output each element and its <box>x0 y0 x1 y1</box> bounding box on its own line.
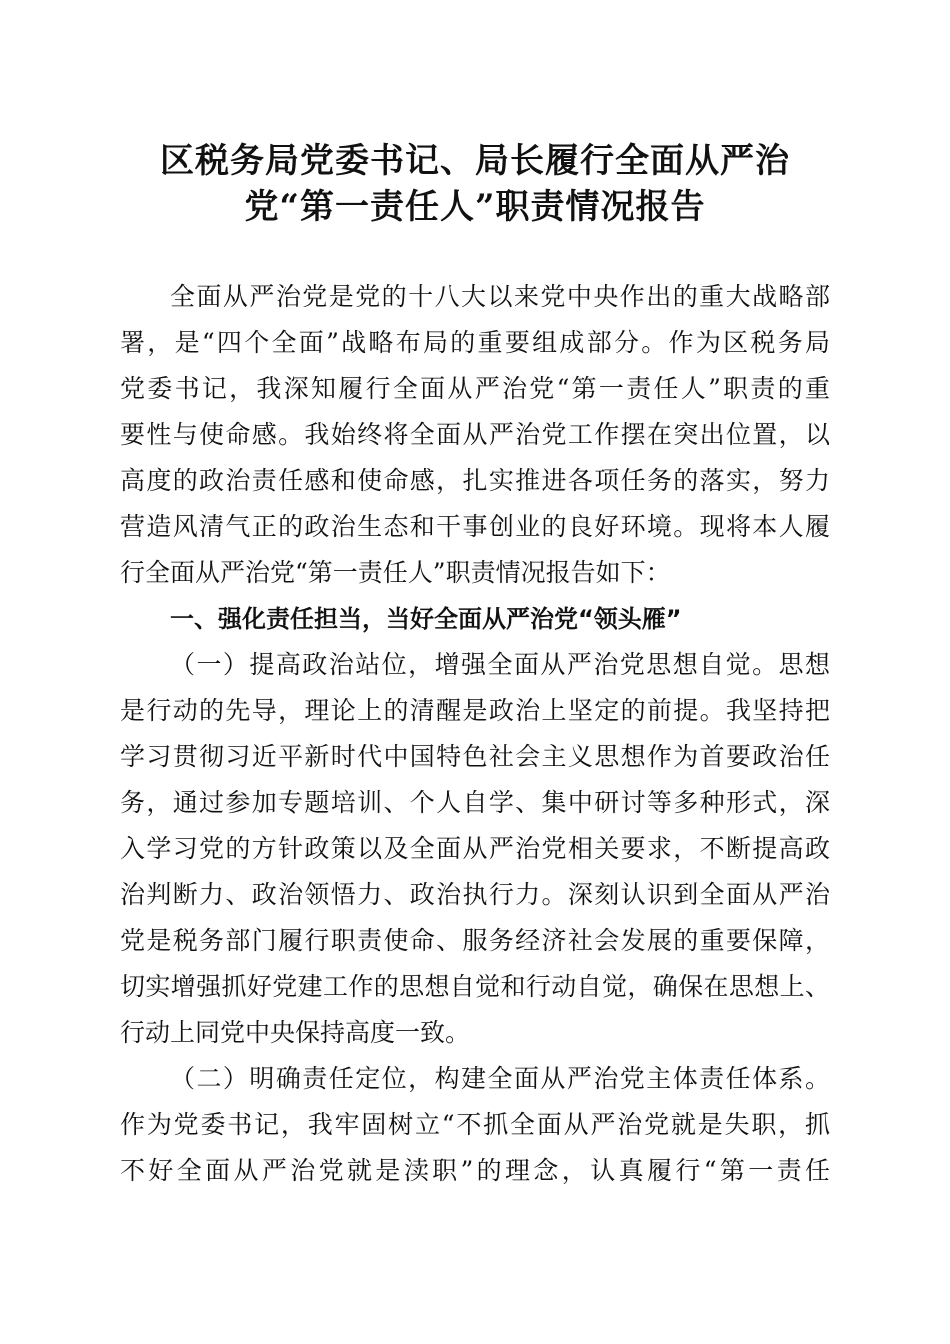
paragraph-line: 作为党委书记，我牢固树立“不抓全面从严治党就是失职，抓 <box>120 1110 830 1139</box>
paragraph-line: 署，是“四个全面”战略布局的重要组成部分。作为区税务局 <box>120 328 830 357</box>
paragraph-line: 切实增强抓好党建工作的思想自觉和行动自觉，确保在思想上、 <box>120 972 830 1001</box>
section-heading: 一、强化责任担当，当好全面从严治党“领头雁” <box>170 605 682 633</box>
document-title-line-1: 区税务局党委书记、局长履行全面从严治 <box>160 141 790 181</box>
paragraph-line: 营造风清气正的政治生态和干事创业的良好环境。现将本人履 <box>120 512 830 541</box>
document-title-line-2: 党“第一责任人”职责情况报告 <box>244 187 706 227</box>
paragraph-line: 全面从严治党是党的十八大以来党中央作出的重大战略部 <box>170 282 830 311</box>
paragraph-line: 不好全面从严治党就是渎职”的理念，认真履行“第一责任 <box>120 1156 830 1185</box>
paragraph-line: 是行动的先导，理论上的清醒是政治上坚定的前提。我坚持把 <box>120 696 830 725</box>
paragraph-line: （二）明确责任定位，构建全面从严治党主体责任体系。 <box>170 1064 830 1093</box>
paragraph-line: 行全面从严治党“第一责任人”职责情况报告如下： <box>120 558 671 587</box>
paragraph-line: 入学习党的方针政策以及全面从严治党相关要求，不断提高政 <box>120 834 830 863</box>
paragraph-line: 行动上同党中央保持高度一致。 <box>120 1018 471 1047</box>
paragraph-line: 学习贯彻习近平新时代中国特色社会主义思想作为首要政治任 <box>120 742 830 771</box>
paragraph-line: 高度的政治责任感和使命感，扎实推进各项任务的落实，努力 <box>120 466 830 495</box>
paragraph-line: 党委书记，我深知履行全面从严治党“第一责任人”职责的重 <box>120 374 830 403</box>
paragraph-line: 要性与使命感。我始终将全面从严治党工作摆在突出位置，以 <box>120 420 830 449</box>
paragraph-line: （一）提高政治站位，增强全面从严治党思想自觉。思想 <box>170 650 830 679</box>
paragraph-line: 党是税务部门履行职责使命、服务经济社会发展的重要保障， <box>120 926 830 955</box>
paragraph-line: 治判断力、政治领悟力、政治执行力。深刻认识到全面从严治 <box>120 880 830 909</box>
paragraph-line: 务，通过参加专题培训、个人自学、集中研讨等多种形式，深 <box>120 788 830 817</box>
